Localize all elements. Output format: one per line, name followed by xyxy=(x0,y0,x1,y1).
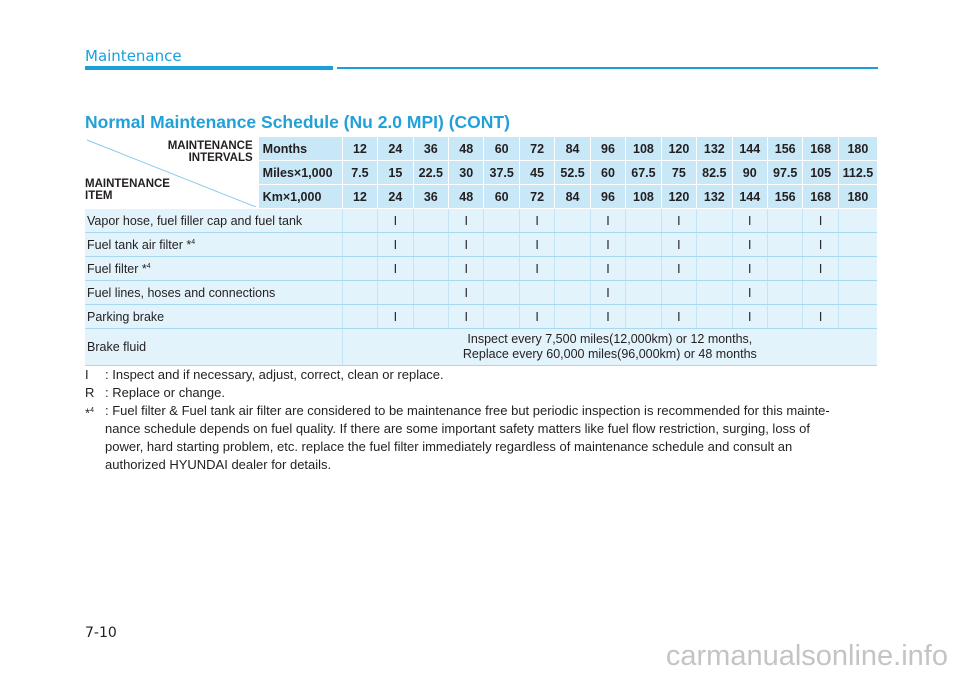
schedule-cell xyxy=(767,281,802,305)
interval-value: 67.5 xyxy=(626,161,661,185)
schedule-cell xyxy=(626,281,661,305)
schedule-cell xyxy=(555,257,590,281)
interval-unit-label: Months xyxy=(258,137,342,161)
schedule-cell xyxy=(484,257,519,281)
schedule-cell xyxy=(555,305,590,329)
table-row xyxy=(85,329,877,366)
watermark: carmanualsonline.info xyxy=(665,640,948,672)
schedule-cell: I xyxy=(661,305,696,329)
interval-value: 15 xyxy=(378,161,413,185)
header-rule-thick xyxy=(85,66,333,70)
schedule-cell xyxy=(484,281,519,305)
interval-value: 112.5 xyxy=(838,161,877,185)
schedule-cell xyxy=(342,257,377,281)
schedule-cell xyxy=(661,281,696,305)
interval-value: 97.5 xyxy=(767,161,802,185)
schedule-cell xyxy=(413,233,448,257)
schedule-cell: I xyxy=(803,257,838,281)
interval-value: 84 xyxy=(555,137,590,161)
interval-value: 156 xyxy=(767,185,802,209)
table-row xyxy=(85,209,877,233)
interval-value: 132 xyxy=(697,185,732,209)
schedule-cell xyxy=(838,257,877,281)
interval-value: 180 xyxy=(838,185,877,209)
interval-unit-label: Miles×1,000 xyxy=(258,161,342,185)
interval-value: 84 xyxy=(555,185,590,209)
interval-value: 156 xyxy=(767,137,802,161)
table-row xyxy=(85,233,877,257)
schedule-cell: I xyxy=(661,257,696,281)
schedule-cell xyxy=(626,209,661,233)
legend-replace-text: : Replace or change. xyxy=(105,385,225,400)
schedule-cell xyxy=(484,233,519,257)
schedule-cell xyxy=(767,257,802,281)
interval-value: 75 xyxy=(661,161,696,185)
legend-inspect-text: : Inspect and if necessary, adjust, correct, clean or replace. xyxy=(105,367,444,382)
schedule-cell: I xyxy=(449,281,484,305)
item-name xyxy=(85,209,342,233)
interval-value: 60 xyxy=(484,185,519,209)
schedule-cell: I xyxy=(803,233,838,257)
interval-value: 24 xyxy=(378,137,413,161)
schedule-cell xyxy=(803,281,838,305)
schedule-cell: I xyxy=(661,233,696,257)
schedule-cell xyxy=(413,257,448,281)
legend-replace xyxy=(85,384,885,402)
schedule-cell xyxy=(519,281,554,305)
schedule-cell: I xyxy=(519,257,554,281)
item-name xyxy=(85,233,342,257)
item-name: Brake fluid xyxy=(85,329,342,366)
schedule-cell: I xyxy=(803,305,838,329)
interval-value: 120 xyxy=(661,185,696,209)
interval-value: 12 xyxy=(342,137,377,161)
corner-intervals-label: MAINTENANCE INTERVALS xyxy=(167,140,253,164)
schedule-cell xyxy=(342,209,377,233)
legend-replace-key: R xyxy=(85,385,95,400)
schedule-cell: I xyxy=(590,281,625,305)
schedule-cell: I xyxy=(732,233,767,257)
schedule-cell xyxy=(378,281,413,305)
schedule-cell xyxy=(767,305,802,329)
schedule-cell xyxy=(838,209,877,233)
interval-value: 96 xyxy=(590,137,625,161)
schedule-cell: I xyxy=(803,209,838,233)
brake-fluid-line-2: Replace every 60,000 miles(96,000km) or 48 months xyxy=(462,347,757,361)
schedule-cell: I xyxy=(519,305,554,329)
interval-value: 60 xyxy=(484,137,519,161)
item-note-ref: 4 xyxy=(146,262,151,270)
table-row xyxy=(85,257,877,281)
interval-value: 24 xyxy=(378,185,413,209)
schedule-cell: I xyxy=(519,233,554,257)
schedule-cell xyxy=(838,233,877,257)
page-title: Normal Maintenance Schedule (Nu 2.0 MPI) (CONT) xyxy=(85,112,510,132)
schedule-cell: I xyxy=(590,305,625,329)
schedule-cell xyxy=(413,305,448,329)
interval-value: 48 xyxy=(449,137,484,161)
schedule-cell: I xyxy=(590,257,625,281)
item-name xyxy=(85,257,342,281)
interval-value: 105 xyxy=(803,161,838,185)
brake-fluid-line-1: Inspect every 7,500 miles(12,000km) or 12 months, xyxy=(467,332,753,346)
schedule-cell: I xyxy=(378,305,413,329)
schedule-cell xyxy=(484,209,519,233)
schedule-cell xyxy=(697,257,732,281)
schedule-cell xyxy=(697,233,732,257)
interval-value: 108 xyxy=(626,185,661,209)
schedule-cell: I xyxy=(378,209,413,233)
schedule-cell xyxy=(484,305,519,329)
schedule-cell xyxy=(555,281,590,305)
interval-value: 120 xyxy=(661,137,696,161)
schedule-cell xyxy=(413,281,448,305)
corner-item-label: MAINTENANCE ITEM xyxy=(85,178,170,202)
schedule-cell xyxy=(697,209,732,233)
schedule-cell: I xyxy=(732,209,767,233)
interval-value: 72 xyxy=(519,185,554,209)
schedule-cell: I xyxy=(449,257,484,281)
legend-note-text: : Fuel filter & Fuel tank air filter are considered to be maintenance free but periodic inspection is recommended for this mainte- xyxy=(105,403,830,418)
header-rule-thin xyxy=(337,67,878,69)
interval-value: 132 xyxy=(697,137,732,161)
item-name-text: Vapor hose, fuel filler cap and fuel tank xyxy=(87,213,303,228)
interval-value: 36 xyxy=(413,185,448,209)
legend-note-cont-2: power, hard starting problem, etc. replace the fuel filter immediately regardless of maintenance schedule and consult an xyxy=(105,439,793,454)
schedule-cell xyxy=(767,233,802,257)
item-name-text: Parking brake xyxy=(87,309,165,324)
interval-value: 30 xyxy=(449,161,484,185)
schedule-cell: I xyxy=(449,305,484,329)
schedule-cell xyxy=(626,257,661,281)
schedule-cell xyxy=(626,233,661,257)
schedule-cell xyxy=(838,281,877,305)
interval-value: 22.5 xyxy=(413,161,448,185)
item-name-text: Fuel filter * xyxy=(87,261,147,276)
interval-value: 168 xyxy=(803,137,838,161)
interval-value: 96 xyxy=(590,185,625,209)
schedule-cell xyxy=(342,233,377,257)
schedule-cell: I xyxy=(732,281,767,305)
interval-unit-label: Km×1,000 xyxy=(258,185,342,209)
schedule-cell: I xyxy=(732,257,767,281)
maintenance-schedule-table xyxy=(85,137,877,366)
interval-value: 12 xyxy=(342,185,377,209)
legend-note-cont-1: nance schedule depends on fuel quality. If there are some important safety matters like fuel flow restriction, surging, loss of xyxy=(105,421,811,436)
legend-note-key: *$^4$ xyxy=(85,405,94,421)
schedule-cell: I xyxy=(449,209,484,233)
interval-value: 52.5 xyxy=(555,161,590,185)
interval-value: 82.5 xyxy=(697,161,732,185)
schedule-cell xyxy=(626,305,661,329)
table-corner-header xyxy=(85,137,258,209)
brake-fluid-instructions xyxy=(342,329,877,366)
interval-value: 7.5 xyxy=(342,161,377,185)
item-name xyxy=(85,281,342,305)
schedule-cell xyxy=(838,305,877,329)
item-name xyxy=(85,305,342,329)
legend xyxy=(85,366,885,474)
table-row xyxy=(85,281,877,305)
schedule-cell: I xyxy=(378,257,413,281)
schedule-cell xyxy=(555,209,590,233)
section-label: Maintenance xyxy=(85,47,182,65)
schedule-cell: I xyxy=(661,209,696,233)
schedule-cell: I xyxy=(590,233,625,257)
interval-value: 144 xyxy=(732,185,767,209)
item-name-text: Fuel tank air filter * xyxy=(87,237,192,252)
interval-value: 144 xyxy=(732,137,767,161)
interval-value: 60 xyxy=(590,161,625,185)
schedule-cell xyxy=(697,305,732,329)
interval-value: 48 xyxy=(449,185,484,209)
legend-inspect-key: I xyxy=(85,367,89,382)
interval-row xyxy=(85,137,877,161)
interval-value: 168 xyxy=(803,185,838,209)
page-number: 7-10 xyxy=(85,625,117,641)
interval-value: 90 xyxy=(732,161,767,185)
schedule-cell xyxy=(413,209,448,233)
interval-value: 180 xyxy=(838,137,877,161)
schedule-cell xyxy=(555,233,590,257)
schedule-cell: I xyxy=(732,305,767,329)
schedule-cell xyxy=(697,281,732,305)
interval-value: 36 xyxy=(413,137,448,161)
item-name-text: Fuel lines, hoses and connections xyxy=(87,285,276,300)
schedule-cell: I xyxy=(519,209,554,233)
schedule-cell xyxy=(342,305,377,329)
schedule-cell xyxy=(767,209,802,233)
legend-inspect xyxy=(85,366,885,384)
item-note-ref: 4 xyxy=(191,238,196,246)
interval-value: 72 xyxy=(519,137,554,161)
schedule-cell: I xyxy=(449,233,484,257)
legend-note xyxy=(85,402,885,420)
interval-value: 108 xyxy=(626,137,661,161)
legend-note-cont-3: authorized HYUNDAI dealer for details. xyxy=(105,457,332,472)
interval-value: 45 xyxy=(519,161,554,185)
schedule-cell: I xyxy=(378,233,413,257)
interval-value: 37.5 xyxy=(484,161,519,185)
schedule-cell: I xyxy=(590,209,625,233)
table-row xyxy=(85,305,877,329)
schedule-cell xyxy=(342,281,377,305)
